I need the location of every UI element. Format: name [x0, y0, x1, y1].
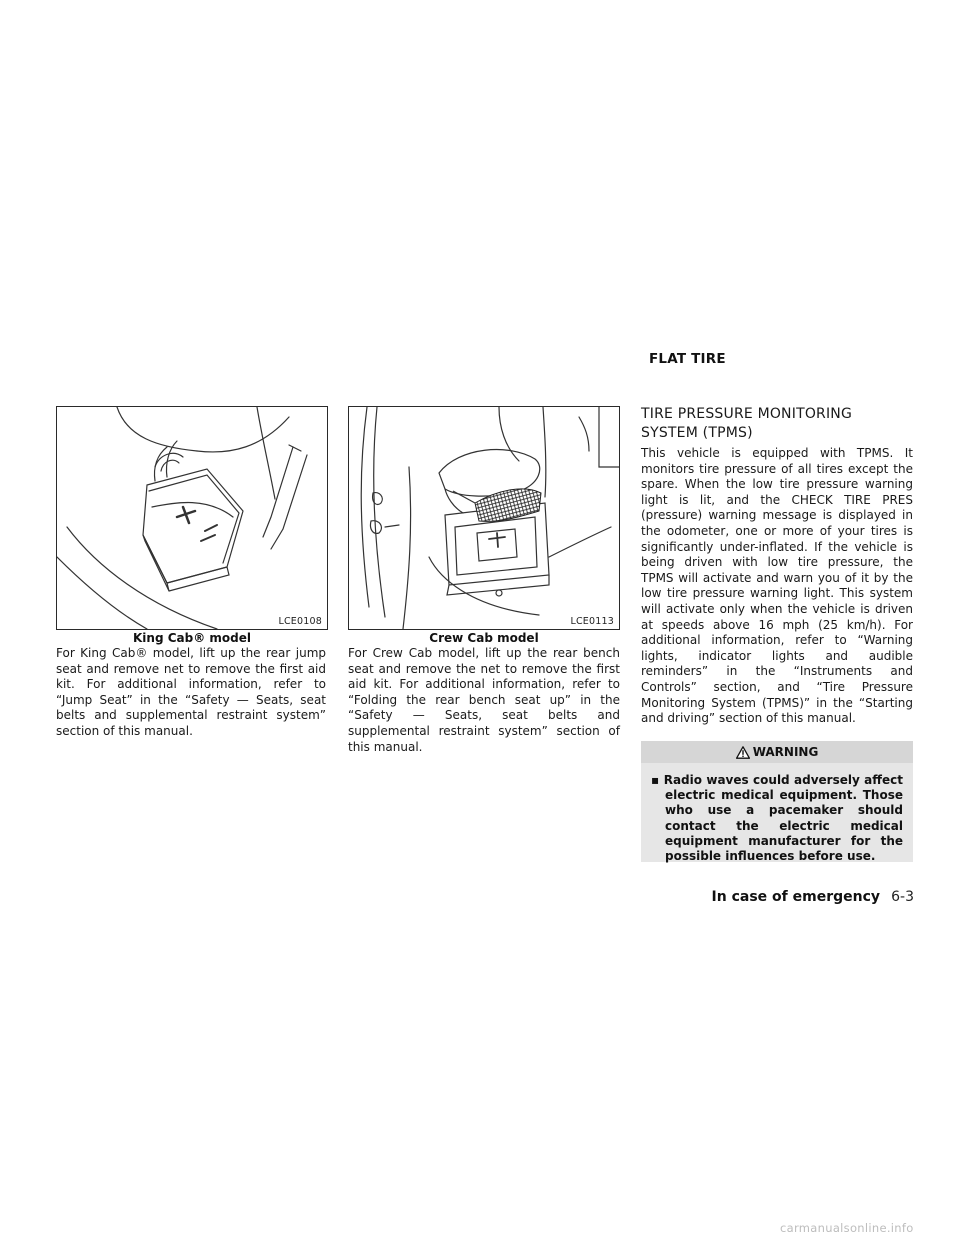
tpms-heading-line2: SYSTEM (TPMS) — [641, 425, 753, 441]
first-aid-kit-under-jump-seat-illustration — [57, 407, 327, 629]
footer-page-number: 6-3 — [891, 889, 914, 905]
tpms-paragraph: This vehicle is equipped with TPMS. It monitors tire pressure of all tires except the spare. When the low tire pressure warning light is lit, and the CHECK TIRE PRES (pressure) warning message is displayed in the odometer, one or more of your tires is significantly under-inflated. If the vehicle is being driven with low tire pressure, the TPMS will activate and warn you of it by the low tire pressure warning light. This system will activate only when the vehicle is driven at speeds above 16 mph (25 km/h). For additional information, refer to “Warning lights, indicator lights and audible reminders” in the “Instruments and Controls” section, and “Tire Pressure Monitoring System (TPMS)” in the “Starting and driving” section of this manual. — [641, 446, 913, 726]
crew-cab-paragraph: For Crew Cab model, lift up the rear bench seat and remove the net to remove the first aid kit. For additional information, refer to “Folding the rear bench seat up” in the “Safety — Seats, seat belts and supplemental restraint system” section of this manual. — [348, 646, 620, 754]
figure-king-cab — [56, 406, 328, 630]
warning-header — [641, 741, 913, 763]
first-aid-kit-under-bench-seat-illustration — [349, 407, 619, 629]
figure-code: LCE0113 — [570, 616, 614, 627]
figure-crew-cab — [348, 406, 620, 630]
tpms-heading — [641, 405, 921, 443]
page-footer — [700, 886, 914, 905]
warning-label: WARNING — [752, 745, 819, 759]
figure-code: LCE0108 — [278, 616, 322, 627]
watermark: carmanualsonline.info — [780, 1221, 914, 1235]
figure-caption: Crew Cab model — [429, 631, 539, 645]
figure-caption: King Cab® model — [133, 631, 251, 645]
warning-triangle-icon — [736, 744, 750, 766]
section-header: FLAT TIRE — [649, 351, 726, 367]
warning-item: ▪ Radio waves could adversely affect electric medical equipment. Those who use a pacemaker should contact the electric medical equipment manufacturer for the possible influences before use. — [651, 773, 903, 864]
king-cab-paragraph: For King Cab® model, lift up the rear jump seat and remove net to remove the first aid kit. For additional information, refer to “Jump Seat” in the “Safety — Seats, seat belts and supplemental restraint system” section of this manual. — [56, 646, 326, 738]
warning-box — [641, 741, 913, 862]
footer-section-name: In case of emergency — [711, 889, 881, 905]
tpms-heading-line1: TIRE PRESSURE MONITORING — [641, 406, 853, 422]
